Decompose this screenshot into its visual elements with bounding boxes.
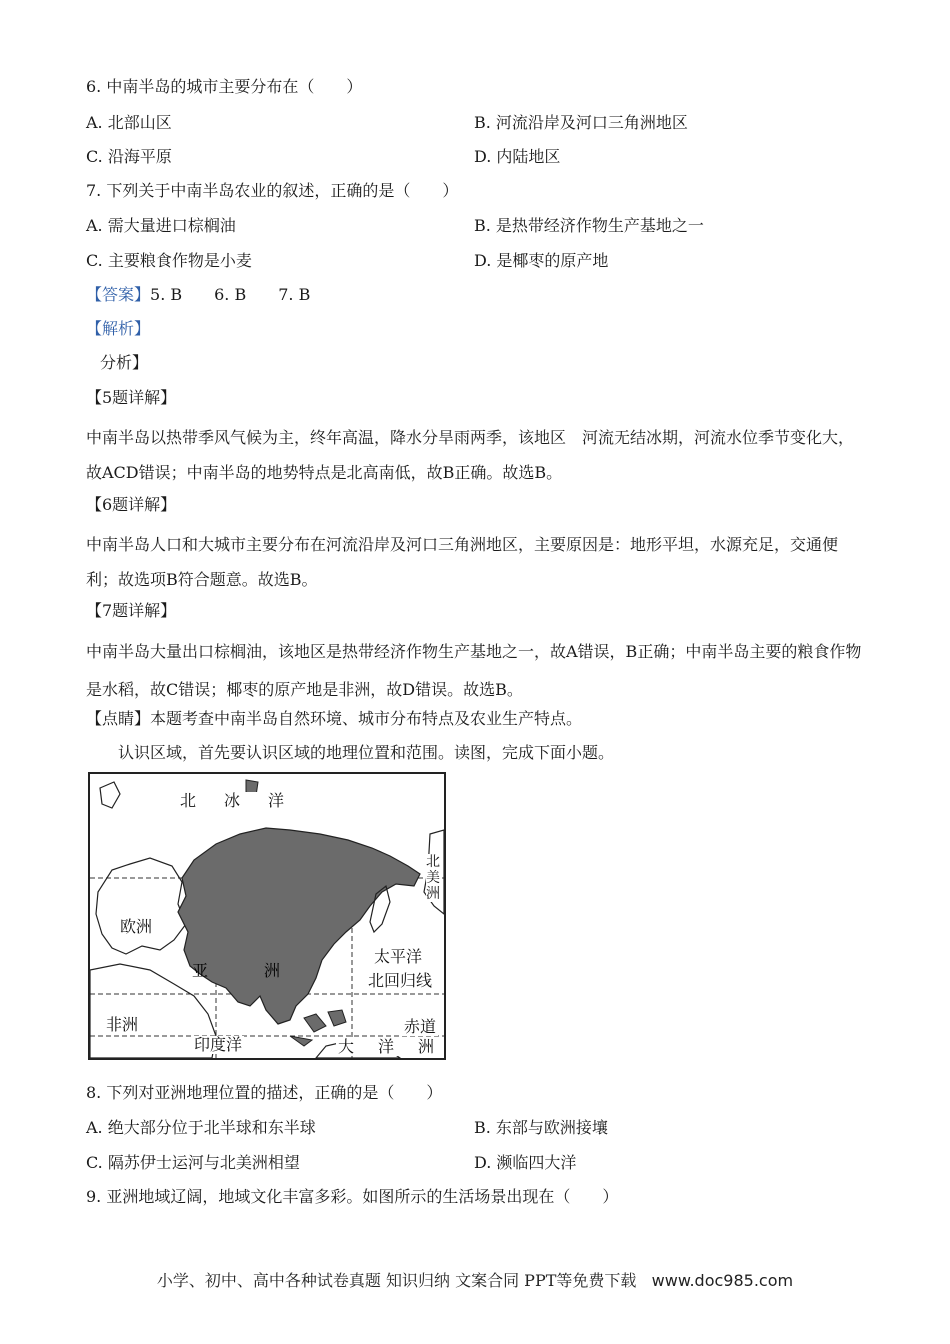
label-tropic: 北回归线 [368, 971, 433, 990]
asia-location-map [88, 772, 446, 1060]
q8-option-b: B. 东部与欧洲接壤 [474, 1118, 608, 1137]
detail-5-tag: 【5题详解】 [86, 388, 177, 407]
asia-shape [178, 828, 420, 1024]
page-footer [0, 1270, 950, 1292]
q6-option-b: B. 河流沿岸及河口三角洲地区 [474, 113, 688, 132]
detail-5-text: 中南半岛以热带季风气候为主，终年高温，降水分旱雨两季，该地区 河流无结冰期，河流水位季节变化大，故ACD错误；中南半岛的地势特点是北高南低，故B正确。故选B。 [86, 428, 855, 482]
answer-line [86, 284, 310, 306]
label-indian-ocean: 印度洋 [194, 1035, 243, 1054]
footer-site-link[interactable]: www.doc985.com [651, 1271, 794, 1290]
answer-tag: 【答案】 [86, 285, 151, 304]
question-6-stem: 6. 中南半岛的城市主要分布在（ ） [86, 77, 363, 96]
detail-7-tag: 【7题详解】 [86, 601, 177, 620]
question-9-stem: 9. 亚洲地域辽阔，地域文化丰富多彩。如图所示的生活场景出现在（ ） [86, 1187, 619, 1206]
footer-text: 小学、初中、高中各种试卷真题 知识归纳 文案合同 PPT等免费下载 [156, 1271, 637, 1290]
detail-6-text: 中南半岛人口和大城市主要分布在河流沿岸及河口三角洲地区，主要原因是：地形平坦，水源充足，交通便利；故选项B符合题意。故选B。 [86, 535, 839, 589]
q7-option-c: C. 主要粮食作物是小麦 [86, 251, 252, 270]
comment-line [86, 708, 582, 730]
map-intro: 认识区域，首先要认识区域的地理位置和范围。读图，完成下面小题。 [118, 743, 615, 762]
answer-text: 5. B 6. B 7. B [150, 285, 311, 304]
analysis-tag: 【解析】 [86, 319, 151, 338]
island-1 [304, 1014, 326, 1032]
q6-option-c: C. 沿海平原 [86, 147, 172, 166]
detail-7-text: 中南半岛大量出口棕榈油，该地区是热带经济作物生产基地之一，故A错误，B正确；中南半岛主要的粮食作物是水稻，故C错误；椰枣的原产地是非洲，故D错误。故选B。 [86, 642, 862, 699]
label-equator: 赤道 [404, 1017, 437, 1036]
label-asia-2: 洲 [264, 961, 281, 980]
comment-tag: 【点睛】 [86, 709, 151, 728]
question-8-stem: 8. 下列对亚洲地理位置的描述，正确的是（ ） [86, 1083, 443, 1102]
label-oceania: 大 洋 洲 [338, 1037, 439, 1056]
q6-option-a: A. 北部山区 [86, 113, 172, 132]
label-africa: 非洲 [106, 1015, 139, 1034]
q7-option-d: D. 是椰枣的原产地 [474, 251, 609, 270]
q6-option-d: D. 内陆地区 [474, 147, 561, 166]
label-pacific: 太平洋 [374, 947, 423, 966]
q7-option-b: B. 是热带经济作物生产基地之一 [474, 216, 704, 235]
detail-6-tag: 【6题详解】 [86, 495, 177, 514]
comment-text: 本题考查中南半岛自然环境、城市分布特点及农业生产特点。 [150, 709, 583, 728]
q8-option-c: C. 隔苏伊士运河与北美洲相望 [86, 1153, 300, 1172]
q7-option-a: A. 需大量进口棕榈油 [86, 216, 236, 235]
map-drawing [90, 774, 444, 1058]
island-3 [290, 1036, 312, 1046]
island-2 [328, 1010, 346, 1026]
arctic-island [100, 782, 120, 808]
question-7-stem: 7. 下列关于中南半岛农业的叙述，正确的是（ ） [86, 181, 459, 200]
europe-outline [96, 858, 186, 954]
label-asia-1: 亚 [192, 961, 209, 980]
label-arctic-ocean: 北 冰 洋 [180, 791, 291, 810]
q8-option-d: D. 濒临四大洋 [474, 1153, 577, 1172]
q8-option-a: A. 绝大部分位于北半球和东半球 [86, 1118, 316, 1137]
label-north-america: 北美洲 [426, 854, 440, 902]
label-europe: 欧洲 [120, 917, 153, 936]
analysis-sub: 分析】 [100, 353, 149, 372]
